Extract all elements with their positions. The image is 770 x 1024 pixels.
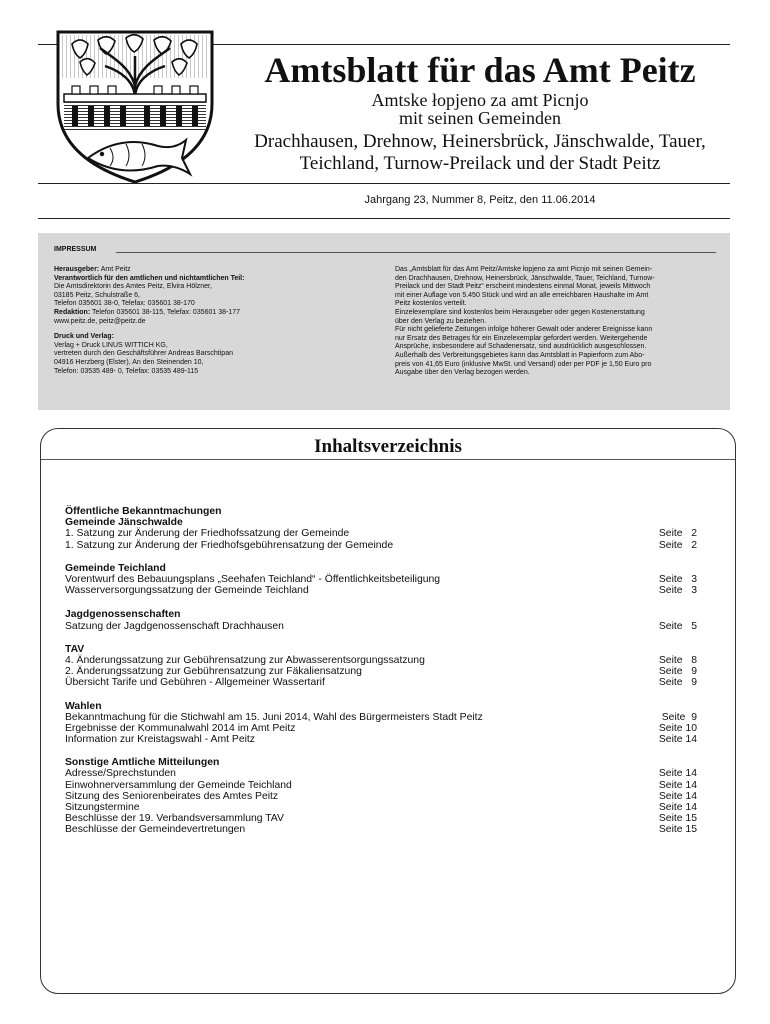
impressum-right-line: nur Ersatz des Betrages für ein Einzelexemplar gefordert werden. Weitergehende [395,334,648,342]
toc-entry[interactable] [65,791,697,802]
impressum-right-line: Das „Amtsblatt für das Amt Peitz/Amtske łopjeno za amt Picnjo mit seinen Gemein- [395,266,653,273]
impressum-right-line: über den Verlag zu beziehen. [395,317,487,325]
toc-entry[interactable] [65,666,697,677]
issue-line: Jahrgang 23, Nummer 8, Peitz, den 11.06.2014 [364,194,596,206]
toc-section-heading: TAV [65,643,85,655]
impressum-right-line: Preilack und der Stadt Peitz“ erscheint mindestens einmal Monat, jeweils Mittwoch [395,283,651,291]
toc-section [65,757,697,835]
toc-section-heading: Gemeinde Teichland [65,562,166,574]
toc-entry-page: Seite 15 [658,813,697,825]
toc-entry-page: Seite 8 [658,654,697,666]
toc-entry[interactable] [65,824,697,835]
toc-entry-title: Beschlüsse der Gemeindevertretungen [65,824,246,836]
responsible-label: Verantwortlich für den amtlichen und nichtamtlichen Teil: [54,274,245,282]
toc-entry[interactable] [65,780,697,791]
toc-entry-page: Seite 3 [658,573,697,585]
print-line: Verlag + Druck LINUS WITTICH KG, [54,341,168,349]
impressum-heading-rule [116,252,716,253]
toc-entry[interactable] [65,802,697,813]
impressum-right-line: mit einer Auflage von 5.450 Stück und wird an alle erreichbaren Haushalte im Amt [395,291,649,299]
toc-entry-title: 1. Satzung zur Änderung der Friedhofssatzung der Gemeinde [65,528,350,540]
toc-entry-page: Seite 2 [658,539,697,551]
toc-entry-title: Bekanntmachung für die Stichwahl am 15. Juni 2014, Wahl des Bürgermeisters Stadt Peitz [65,711,483,723]
toc-entry-title: Sitzung des Seniorenbeirates des Amtes Peitz [65,790,279,802]
toc-entry-title: Einwohnerversammlung der Gemeinde Teichland [65,779,292,791]
toc-entry[interactable] [65,723,697,734]
toc-section [65,506,697,551]
impressum-right-line: den Drachhausen, Drehnow, Heinersbrück, Jänschwalde, Tauer, Teichland, Turnow- [395,274,655,282]
toc-entry-title: Adresse/Sprechstunden [65,768,176,780]
toc-entry-page: Seite 14 [658,802,697,814]
toc-title: Inhaltsverzeichnis [314,436,462,457]
toc-entry[interactable] [65,768,697,779]
impressum-box [38,233,730,410]
toc-entry[interactable] [65,528,697,539]
print-label: Druck und Verlag: [54,333,114,341]
toc-entry-page: Seite 10 [658,722,697,734]
toc-body [65,506,697,848]
toc-entry-title: Ergebnisse der Kommunalwahl 2014 im Amt Peitz [65,722,296,734]
responsible-line: 03185 Peitz, Schulstraße 6, [54,291,140,299]
toc-section [65,609,697,631]
toc-entry-page: Seite 9 [661,711,697,723]
toc-entry-title: Vorentwurf des Bebauungsplans „Seehafen Teichland“ - Öffentlichkeitsbeteiligung [65,573,441,585]
toc-entry-title: 1. Satzung zur Änderung der Friedhofsgebührensatzung der Gemeinde [65,539,394,551]
toc-section [65,701,697,746]
web-address: www.peitz.de, peitz@peitz.de [54,317,146,325]
toc-section-heading: Sonstige Amtliche Mitteilungen [65,757,220,769]
toc-entry[interactable] [65,621,697,632]
toc-entry-page: Seite 15 [658,824,697,836]
publisher-value: Amt Peitz [100,266,131,273]
toc-entry[interactable] [65,813,697,824]
toc-section-heading: Gemeinde Jänschwalde [65,517,183,529]
impressum-right-line: Ansprüche, insbesondere auf Schadenersatz, sind ausdrücklich ausgeschlossen. [395,343,647,351]
print-line: vertreten durch den Geschäftsführer Andreas Barschtipan [54,350,233,358]
toc-entry-page: Seite 2 [658,528,697,540]
toc-entry-title: Übersicht Tarife und Gebühren - Allgemeiner Wassertarif [65,677,325,689]
toc-entry-page: Seite 5 [658,620,697,632]
toc-section-heading: Öffentliche Bekanntmachungen [65,506,222,517]
newspaper-title: Amtsblatt für das Amt Peitz [264,50,696,90]
municipalities-line1: Drachhausen, Drehnow, Heinersbrück, Jänschwalde, Tauer, [254,131,706,152]
toc-entry-page: Seite 14 [658,768,697,780]
header-rule-middle [38,183,730,184]
subtitle-sorbian: Amtske łopjeno za amt Picnjo [371,90,589,110]
toc-entry[interactable] [65,655,697,666]
header-rule-bottom [38,218,730,219]
toc-entry-page: Seite 14 [658,790,697,802]
toc-entry-title: Satzung der Jagdgenossenschaft Drachhausen [65,620,284,632]
editorial-label: Redaktion: [54,308,91,316]
toc-entry[interactable] [65,540,697,551]
toc-entry-title: Beschlüsse der 19. Verbandsversammlung TAV [65,813,284,825]
toc-entry[interactable] [65,574,697,585]
print-line: Telefon: 03535 489- 0, Telefax: 03535 489-115 [54,367,199,375]
toc-section [65,563,697,597]
coat-of-arms-icon [50,26,220,186]
impressum-right-line: preis von 41,65 Euro (inklusive MwSt. und Versand) oder per PDF je 1,50 Euro pro [395,360,652,368]
toc-section-heading: Jagdgenossenschaften [65,609,181,621]
toc-section-heading: Wahlen [65,700,102,712]
municipalities-line2: Teichland, Turnow-Preilack und der Stadt Peitz [299,153,661,174]
editorial-value: Telefon 035601 38-115, Telefax: 035601 38-177 [92,308,241,316]
responsible-line: Telefon 035601 38-0, Telefax: 035601 38-170 [54,300,195,308]
impressum-right-line: Peitz kostenlos verteilt. [395,300,467,308]
toc-section [65,644,697,689]
toc-entry-page: Seite 9 [658,666,697,678]
toc-box [40,428,736,994]
toc-entry-page: Seite 14 [658,734,697,746]
toc-entry[interactable] [65,677,697,688]
toc-entry-title: Sitzungstermine [65,802,140,814]
toc-entry-page: Seite 14 [658,779,697,791]
impressum-right-line: Ausgabe über den Verlag bezogen werden. [395,369,530,377]
responsible-line: Die Amtsdirektorin des Amtes Peitz, Elvira Hölzner, [54,283,212,291]
impressum-heading: IMPRESSUM [54,246,97,253]
publisher-label: Herausgeber: [54,266,100,273]
toc-entry[interactable] [65,585,697,596]
toc-entry-page: Seite 3 [658,585,697,597]
toc-entry-page: Seite 9 [658,677,697,689]
toc-entry-title: Wasserversorgungssatzung der Gemeinde Teichland [65,585,309,597]
toc-entry-title: 2. Änderungssatzung zur Gebührensatzung zur Fäkaliensatzung [65,666,362,678]
toc-entry-title: Information zur Kreistagswahl - Amt Peitz [65,734,255,746]
print-line: 04916 Herzberg (Elster), An den Steinenden 10, [54,358,204,366]
impressum-left-column [54,266,384,376]
subtitle-line2: mit seinen Gemeinden [399,108,561,128]
impressum-right-line: Für nicht gelieferte Zeitungen infolge höherer Gewalt oder anderer Ereignisse kann [395,326,653,334]
impressum-right-line: Einzelexemplare sind kostenlos beim Herausgeber oder gegen Kostenerstattung [395,308,645,316]
toc-entry-title: 4. Änderungssatzung zur Gebührensatzung zur Abwasserentsorgungssatzung [65,654,425,666]
impressum-right-column [395,266,719,378]
impressum-right-line: Außerhalb des Verbreitungsgebietes kann das Amtsblatt in Papierform zum Abo- [395,351,645,359]
toc-entry[interactable] [65,712,697,723]
toc-entry[interactable] [65,734,697,745]
